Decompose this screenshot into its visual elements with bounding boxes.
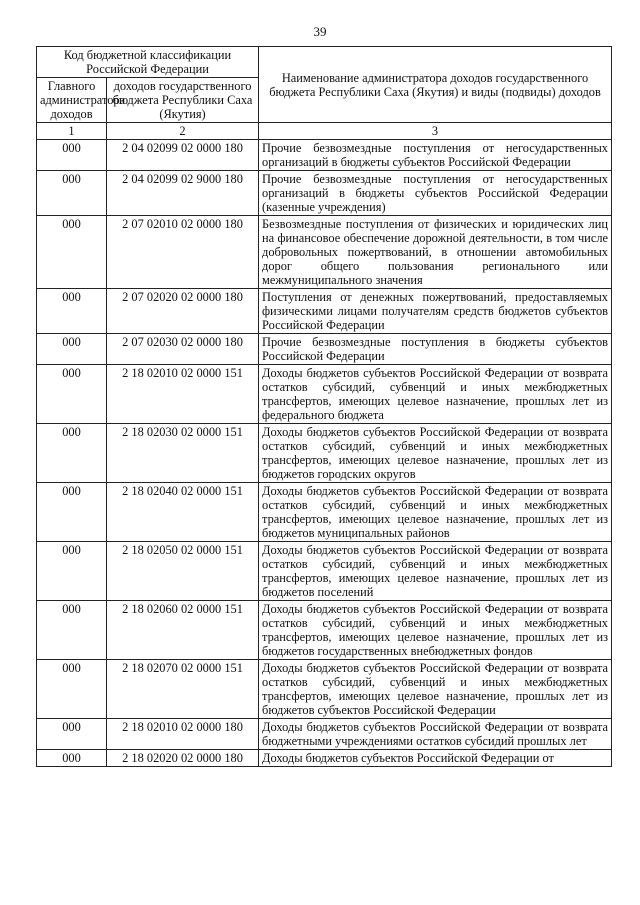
income-name-cell: Доходы бюджетов субъектов Российской Федерации от xyxy=(259,750,612,767)
table-row xyxy=(37,334,612,365)
income-name-cell: Безвозмездные поступления от физических и юридических лиц на финансовое обеспечение дорожной деятельности, в том числе добровольных пожертвований, в отношении автомобильных дорог общего пользования регионального или межмуниципального значения xyxy=(259,216,612,289)
header-num-2: 2 xyxy=(107,123,259,140)
header-col2-title: доходов государственного бюджета Республики Саха (Якутия) xyxy=(107,78,259,123)
income-code-cell: 2 18 02050 02 0000 151 xyxy=(107,542,259,601)
header-num-1: 1 xyxy=(37,123,107,140)
income-code-cell: 2 18 02040 02 0000 151 xyxy=(107,483,259,542)
income-name-cell: Прочие безвозмездные поступления от негосударственных организаций в бюджеты субъектов Российской Федерации xyxy=(259,140,612,171)
income-code-cell: 2 04 02099 02 0000 180 xyxy=(107,140,259,171)
income-name-cell: Прочие безвозмездные поступления в бюджеты субъектов Российской Федерации xyxy=(259,334,612,365)
income-name-cell: Доходы бюджетов субъектов Российской Федерации от возврата бюджетными учреждениями остатков субсидий прошлых лет xyxy=(259,719,612,750)
admin-code-cell: 000 xyxy=(37,601,107,660)
income-code-cell: 2 18 02060 02 0000 151 xyxy=(107,601,259,660)
income-name-cell: Прочие безвозмездные поступления от негосударственных организаций в бюджеты субъектов Российской Федерации (казенные учреждения) xyxy=(259,171,612,216)
income-code-cell: 2 07 02010 02 0000 180 xyxy=(107,216,259,289)
income-name-cell: Доходы бюджетов субъектов Российской Федерации от возврата остатков субсидий, субвенций и иных межбюджетных трансфертов, имеющих целевое назначение, прошлых лет из бюджетов муниципальных районов xyxy=(259,483,612,542)
admin-code-cell: 000 xyxy=(37,660,107,719)
table-row xyxy=(37,289,612,334)
admin-code-cell: 000 xyxy=(37,171,107,216)
header-col3-title: Наименование администратора доходов государственного бюджета Республики Саха (Якутия) и виды (подвиды) доходов xyxy=(259,47,612,123)
income-code-cell: 2 07 02030 02 0000 180 xyxy=(107,334,259,365)
admin-code-cell: 000 xyxy=(37,542,107,601)
header-row-numbers xyxy=(37,123,612,140)
admin-code-cell: 000 xyxy=(37,719,107,750)
income-name-cell: Доходы бюджетов субъектов Российской Федерации от возврата остатков субсидий, субвенций и иных межбюджетных трансфертов, имеющих целевое назначение, прошлых лет из бюджетов поселений xyxy=(259,542,612,601)
admin-code-cell: 000 xyxy=(37,289,107,334)
income-name-cell: Доходы бюджетов субъектов Российской Федерации от возврата остатков субсидий, субвенций и иных межбюджетных трансфертов, имеющих целевое назначение, прошлых лет из бюджетов государственных внебюджетных фондов xyxy=(259,601,612,660)
table-row xyxy=(37,140,612,171)
income-name-cell: Доходы бюджетов субъектов Российской Федерации от возврата остатков субсидий, субвенций и иных межбюджетных трансфертов, имеющих целевое назначение, прошлых лет из федерального бюджета xyxy=(259,365,612,424)
income-name-cell: Доходы бюджетов субъектов Российской Федерации от возврата остатков субсидий, субвенций и иных межбюджетных трансфертов, имеющих целевое назначение, прошлых лет из бюджетов городских округов xyxy=(259,424,612,483)
admin-code-cell: 000 xyxy=(37,140,107,171)
income-name-cell: Доходы бюджетов субъектов Российской Федерации от возврата остатков субсидий, субвенций и иных межбюджетных трансфертов, имеющих целевое назначение, прошлых лет из бюджетов субъектов Российской Федерации xyxy=(259,660,612,719)
income-code-cell: 2 04 02099 02 9000 180 xyxy=(107,171,259,216)
income-code-cell: 2 18 02070 02 0000 151 xyxy=(107,660,259,719)
table-row xyxy=(37,483,612,542)
table-row xyxy=(37,424,612,483)
header-row-group xyxy=(37,47,612,78)
table-row xyxy=(37,365,612,424)
page-number: 39 xyxy=(313,24,327,39)
admin-code-cell: 000 xyxy=(37,216,107,289)
table-row xyxy=(37,171,612,216)
table-row xyxy=(37,601,612,660)
table-row xyxy=(37,542,612,601)
header-col1-title: Главного администратора доходов xyxy=(37,78,107,123)
table-row xyxy=(37,660,612,719)
income-code-cell: 2 18 02020 02 0000 180 xyxy=(107,750,259,767)
header-num-3: 3 xyxy=(259,123,612,140)
table-row xyxy=(37,719,612,750)
income-code-cell: 2 18 02010 02 0000 180 xyxy=(107,719,259,750)
admin-code-cell: 000 xyxy=(37,750,107,767)
budget-classification-table xyxy=(36,46,612,767)
income-code-cell: 2 07 02020 02 0000 180 xyxy=(107,289,259,334)
admin-code-cell: 000 xyxy=(37,483,107,542)
income-code-cell: 2 18 02030 02 0000 151 xyxy=(107,424,259,483)
header-group-title: Код бюджетной классификации Российской Федерации xyxy=(37,47,259,78)
income-code-cell: 2 18 02010 02 0000 151 xyxy=(107,365,259,424)
admin-code-cell: 000 xyxy=(37,365,107,424)
table-row xyxy=(37,750,612,767)
income-name-cell: Поступления от денежных пожертвований, предоставляемых физическими лицами получателям средств бюджетов субъектов Российской Федерации xyxy=(259,289,612,334)
table-row xyxy=(37,216,612,289)
admin-code-cell: 000 xyxy=(37,334,107,365)
admin-code-cell: 000 xyxy=(37,424,107,483)
